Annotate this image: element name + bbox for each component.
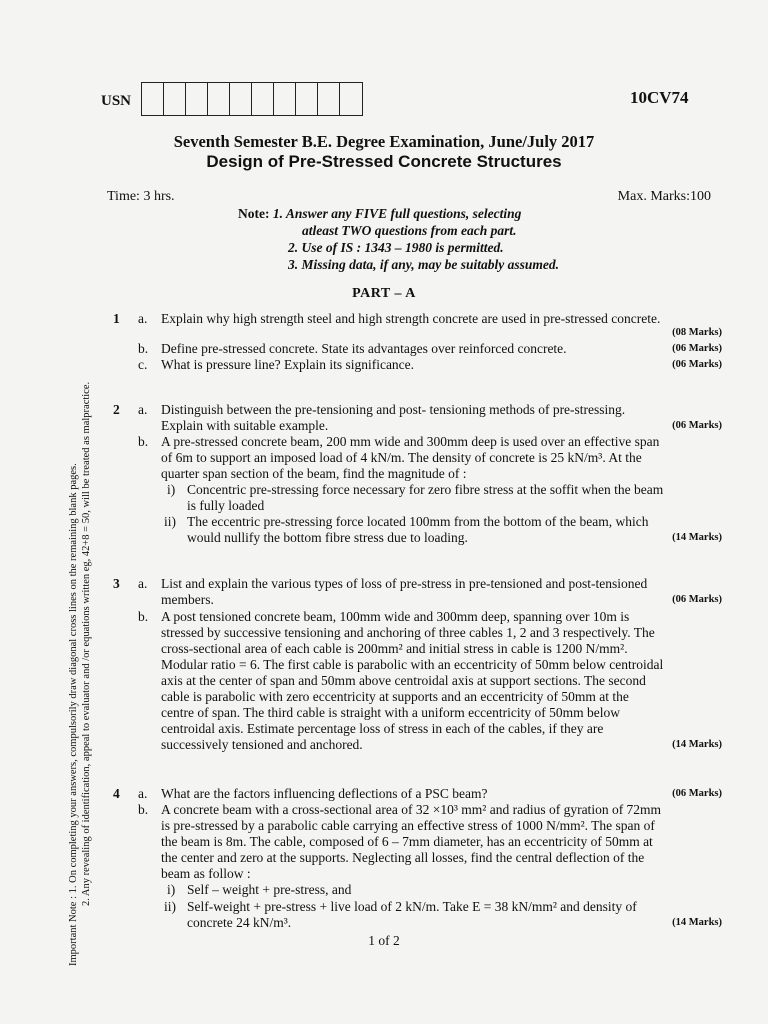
question-text: A pre-stressed concrete beam, 200 mm wide and 300mm deep is used over an effective span (161, 434, 660, 449)
question-number: 4 (113, 786, 120, 801)
side-important-note (67, 276, 93, 966)
question-text: Concentric pre-stressing force necessary for zero fibre stress at the soffit when the beam (187, 482, 664, 497)
marks-label: (14 Marks) (672, 917, 722, 928)
question-text: is pre-stressed by a parabolic cable carrying an effective stress of 1000 N/mm². The span of (161, 818, 655, 833)
usn-box[interactable] (318, 83, 340, 115)
note-line-1: 1. Answer any FIVE full questions, selecting (272, 206, 522, 221)
side-note-line-1: Important Note : 1. On completing your answers, compulsorily draw diagonal cross lines on the remaining blank pages. (68, 463, 79, 966)
question-text: Self-weight + pre-stress + live load of 2 kN/m. Take E = 38 kN/mm² and density of (187, 899, 637, 914)
question-text: Define pre-stressed concrete. State its advantages over reinforced concrete. (161, 341, 567, 356)
question-text: of 6m to support an imposed load of 4 kN/m. The density of concrete is 25 kN/m³. At the (161, 450, 642, 465)
marks-label: (08 Marks) (672, 327, 722, 338)
question-text: What are the factors influencing deflections of a PSC beam? (161, 786, 488, 801)
question-text: A post tensioned concrete beam, 100mm wide and 300mm deep, spanning over 10m is (161, 609, 630, 624)
marks-label: (06 Marks) (672, 359, 722, 370)
sub-label: a. (138, 402, 148, 417)
usn-box[interactable] (208, 83, 230, 115)
question-text: Self – weight + pre-stress, and (187, 882, 352, 897)
sub-label: i) (167, 482, 176, 497)
question-text: beam as follow : (161, 866, 251, 881)
question-text: members. (161, 592, 214, 607)
usn-box[interactable] (340, 83, 362, 115)
question-text: Explain with suitable example. (161, 418, 329, 433)
usn-box[interactable] (142, 83, 164, 115)
question-number: 3 (113, 576, 120, 591)
exam-title: Seventh Semester B.E. Degree Examination, June/July 2017 (173, 132, 595, 151)
question-text: What is pressure line? Explain its significance. (161, 357, 415, 372)
usn-box[interactable] (252, 83, 274, 115)
question-text: Explain why high strength steel and high strength concrete are used in pre-stressed concrete. (161, 311, 661, 326)
question-number: 1 (113, 311, 120, 326)
sub-label: a. (138, 311, 148, 326)
question-text: centroidal axis. Estimate percentage loss of stress in each of the cables, if they are (161, 721, 604, 736)
question-text: concrete 24 kN/m³. (187, 915, 292, 930)
sub-label: a. (138, 576, 148, 591)
sub-label: a. (138, 786, 148, 801)
question-text: would nullify the bottom fibre stress due to loading. (187, 530, 468, 545)
question-text: the center and zero at the supports. Neglecting all losses, find the central deflection of the (161, 850, 645, 865)
question-text: axis at the center of span and 50mm above centroidal axis at support sections. The second (161, 673, 646, 688)
question-text: A concrete beam with a cross-sectional area of 32 ×10³ mm² and radius of gyration of 72mm (161, 802, 662, 817)
sub-label: ii) (164, 514, 176, 529)
sub-label: b. (138, 434, 149, 449)
page-number: 1 of 2 (368, 933, 400, 948)
sub-label: i) (167, 882, 176, 897)
usn-box[interactable] (296, 83, 318, 115)
usn-input-boxes[interactable] (141, 82, 363, 116)
marks-label: (06 Marks) (672, 343, 722, 354)
sub-label: b. (138, 802, 149, 817)
marks-label: (14 Marks) (672, 739, 722, 750)
marks-label: (06 Marks) (672, 788, 722, 799)
side-note-line-2: 2. Any revealing of identification, appeal to evaluator and /or equations written eg, 42+8 = 50, will be treated as malpractice. (81, 381, 92, 906)
marks-label: (06 Marks) (672, 594, 722, 605)
time-allowed: Time: 3 hrs. (107, 189, 175, 204)
question-text: cross-sectional area of each cable is 200mm² and initial stress in cable is 1200 N/mm². (161, 641, 628, 656)
max-marks: Max. Marks:100 (617, 189, 711, 204)
usn-box[interactable] (274, 83, 296, 115)
note-line-4: 3. Missing data, if any, may be suitably assumed. (288, 257, 560, 272)
question-text: Modular ratio = 6. The first cable is parabolic with an eccentricity of 50mm below centroidal (161, 657, 664, 672)
sub-label: b. (138, 609, 149, 624)
marks-label: (14 Marks) (672, 532, 722, 543)
sub-label: b. (138, 341, 149, 356)
instructions-note (238, 205, 559, 273)
note-line-3: 2. Use of IS : 1343 – 1980 is permitted. (288, 240, 504, 255)
question-text: the beam is 8m. The cable, composed of 6 – 7mm diameter, has an eccentricity of 50mm at (161, 834, 653, 849)
question-text: quarter span section of the beam, find the magnitude of : (161, 466, 467, 481)
part-heading: PART – A (352, 286, 416, 301)
question-text: List and explain the various types of loss of pre-stress in pre-tensioned and post-tensioned (161, 576, 648, 591)
sub-label: c. (138, 357, 148, 372)
question-text: successively tensioned and anchored. (161, 737, 363, 752)
sub-label: ii) (164, 899, 176, 914)
usn-label: USN (101, 93, 132, 109)
question-text: is fully loaded (187, 498, 265, 513)
question-number: 2 (113, 402, 120, 417)
note-line-2: atleast TWO questions from each part. (302, 223, 517, 238)
question-text: cable is parabolic with zero eccentricity at supports and an eccentricity of 50mm at the (161, 689, 629, 704)
marks-label: (06 Marks) (672, 420, 722, 431)
usn-box[interactable] (164, 83, 186, 115)
question-text: stressed by successive tensioning and anchoring of three cables 1, 2 and 3 respectively. The (161, 625, 655, 640)
usn-box[interactable] (186, 83, 208, 115)
question-text: centre of span. The third cable is straight with a uniform eccentricity of 50mm below (161, 705, 620, 720)
question-text: Distinguish between the pre-tensioning and post- tensioning methods of pre-stressing. (161, 402, 626, 417)
usn-box[interactable] (230, 83, 252, 115)
note-label: Note: (238, 206, 270, 221)
question-text: The eccentric pre-stressing force located 100mm from the bottom of the beam, which (187, 514, 649, 529)
subject-title: Design of Pre-Stressed Concrete Structures (206, 152, 562, 171)
course-code: 10CV74 (630, 88, 689, 107)
